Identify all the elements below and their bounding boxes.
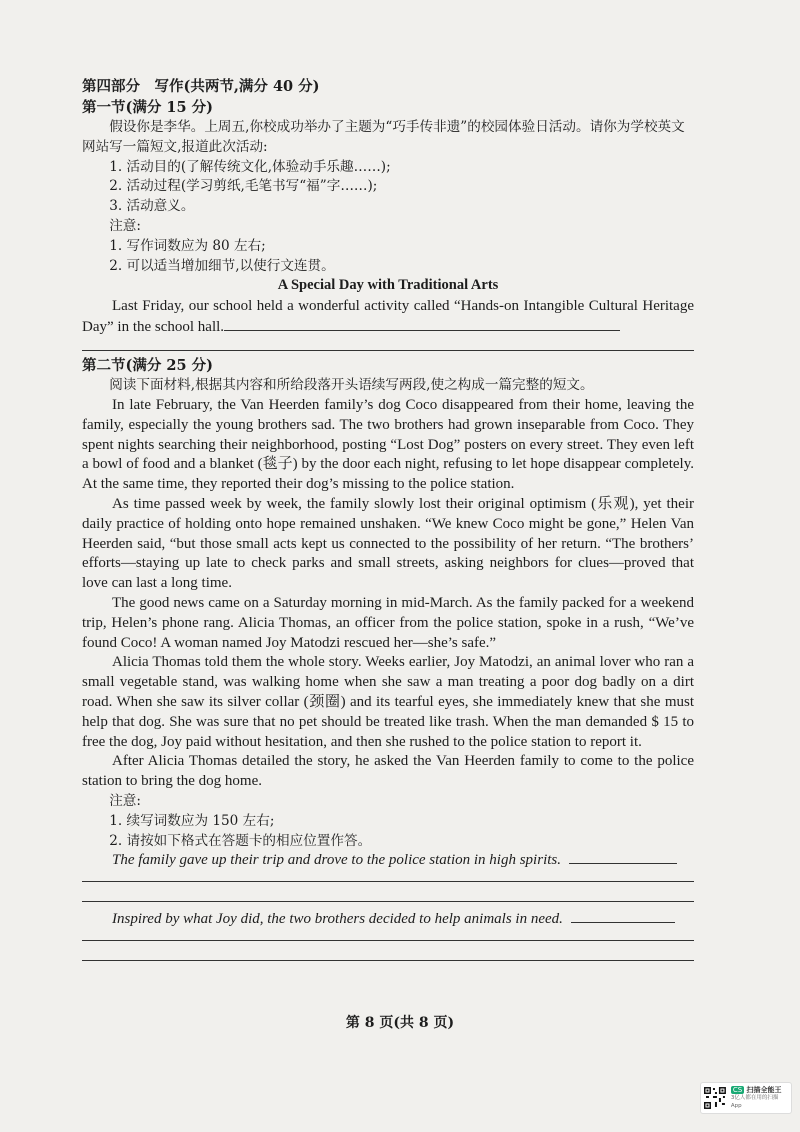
answer-line-inline — [569, 863, 677, 864]
story-paragraph-1: In late February, the Van Heerden family’s dog Coco disappeared from their home, leaving the family, especially the young brothers sad. The two brothers had grown inseparable from Coco. They spent nights searching their neighborhood, posting “Lost Dog” posters on every street. They even left a bowl of food and a blanket (毯子) by the door each night, refusing to let hope disappear completely. At the same time, they reported their dog’s missing to the police station. — [82, 396, 694, 493]
section1-item-2: 2. 活动过程(学习剪纸,毛笔书写“福”字……); — [109, 178, 378, 195]
opener-1: The family gave up their trip and drove to the police station in high spirits. — [112, 852, 561, 869]
section1-item-3: 3. 活动意义。 — [109, 198, 195, 215]
exam-page — [82, 76, 694, 961]
section2-note-label: 注意: — [109, 792, 141, 809]
answer-line — [82, 350, 694, 351]
page-number: 第 8 页(共 8 页) — [345, 1015, 455, 1031]
story-paragraph-2: As time passed week by week, the family slowly lost their original optimism (乐观), yet their daily practice of holding onto hope remained unshaken. “We knew Coco might be gone,” Helen Van Heerden said, “but those small acts kept us connected to the possibility of her return. “The brothers’ efforts—staying up late to check parks and small streets, asking neighbors for clues—proved that love can last a long time. — [82, 495, 694, 592]
essay-start — [82, 296, 694, 338]
section1-title: 第一节(满分 15 分) — [82, 99, 213, 116]
scanner-tagline: 3亿人都在用的扫描App — [730, 1095, 779, 1109]
answer-line — [82, 881, 694, 882]
story-paragraph-5: After Alicia Thomas detailed the story, he asked the Van Heerden family to come to the police station to bring the dog home. — [82, 753, 694, 790]
section1-note-1: 1. 写作词数应为 80 左右; — [109, 237, 266, 254]
essay-title: A Special Day with Traditional Arts — [277, 277, 499, 294]
scanner-watermark — [700, 1082, 792, 1114]
scanner-brand — [731, 1086, 789, 1110]
scanner-logo-icon: CS — [732, 1086, 743, 1094]
section2-note-1: 1. 续写词数应为 150 左右; — [109, 812, 275, 829]
opener-2: Inspired by what Joy did, the two brothers decided to help animals in need. — [112, 911, 563, 928]
section2-intro: 阅读下面材料,根据其内容和所给段落开头语续写两段,使之构成一篇完整的短文。 — [109, 377, 594, 394]
essay-start-text: Last Friday, our school held a wonderful activity called “Hands-on Intangible Cultural Heritage Day” in the school hall. — [82, 298, 694, 336]
story-paragraph-4: Alicia Thomas told them the whole story. Weeks earlier, Joy Matodzi, an animal lover who ran a small vegetable stand, was walking home when she saw a man treating a poor dog badly on a dirt road. When she saw its silver collar (颈圈) and its tearful eyes, she immediately knew that she must help that dog. She was sure that no pet should be treated like trash. When the man demanded $ 15 to free the dog, Joy paid without hesitation, and then she rushed to the police station to report it. — [82, 654, 694, 750]
section1-prompt: 假设你是李华。上周五,你校成功举办了主题为“巧手传非遗”的校园体验日活动。请你为学校英文网站写一篇短文,报道此次活动: — [82, 119, 685, 155]
section1-item-1: 1. 活动目的(了解传统文化,体验动手乐趣……); — [109, 158, 391, 175]
answer-line-inline — [224, 330, 620, 331]
answer-line-inline — [571, 922, 675, 923]
opener-1-line — [82, 851, 694, 871]
story-paragraph-3: The good news came on a Saturday morning in mid-March. As the family packed for a weekend trip, Helen’s phone rang. Alicia Thomas, an officer from the police station, spoke in a rush, “We’ve found Coco! A woman named Joy Matodzi rescued her—she’s safe.” — [82, 594, 694, 651]
section1-note-label: 注意: — [109, 217, 141, 234]
section2-note-2: 2. 请按如下格式在答题卡的相应位置作答。 — [109, 832, 372, 849]
scanner-name: 扫描全能王 — [746, 1086, 782, 1094]
answer-line — [82, 901, 694, 902]
part-header: 第四部分 写作(共两节,满分 40 分) — [82, 78, 320, 95]
answer-line — [82, 960, 694, 961]
section1-note-2: 2. 可以适当增加细节,以使行文连贯。 — [109, 257, 335, 274]
opener-2-line — [82, 910, 694, 930]
answer-line — [82, 940, 694, 941]
qr-code-icon — [703, 1086, 727, 1110]
section2-title: 第二节(满分 25 分) — [82, 357, 213, 375]
